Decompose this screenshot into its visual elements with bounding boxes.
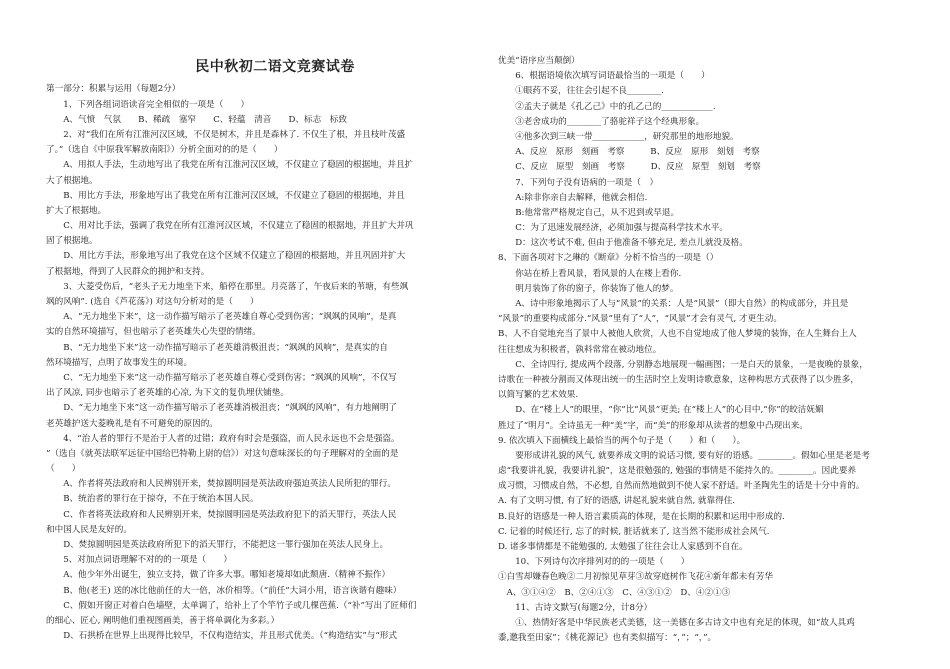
right-column-line: 8、下面各项对卞之琳的《断章》分析不恰当的一项是（）: [498, 253, 719, 264]
left-column-line: 大了根据地。: [46, 175, 98, 186]
left-column-line: A、作者将英法政府和人民辨别开来，焚掠圆明园是英法政府强迫英法人民所犯的罪行。: [46, 479, 396, 490]
left-column-line: ”（选自《就英法联军远征中国给巴特勒上尉的信》）对这句意味深长的句子理解对的全面的是: [46, 448, 399, 459]
right-column-line: ③老舍成功的________了骆驼祥子这个经典形象。: [498, 116, 705, 127]
left-column-line: C、假如开窗正对着白色墙壁，太单调了，给补上了个竿竹子或几棵芭蕉.（“补”写出了匠师们: [46, 600, 417, 611]
right-column-line: A. 有了文明习惯, 有了好的语感, 讲起礼貌来就自然, 就靠得住.: [498, 496, 736, 507]
left-column-line: D、用比方手法，形象地写出了我党在这个区域不仅建立了稳固的根据地，并且巩固并扩大: [46, 251, 406, 262]
right-column-line: D. 诸多事情都是不能勉强的, 太勉强了往往会让人家感到不自在。: [498, 542, 748, 552]
right-column-line: ②孟夫子就是《孔乙己》中的孔乙己的____________.: [498, 101, 716, 112]
left-column-line: C、“无力地坐下来”这一动作描写暗示了老英雄自尊心受到伤害；“飒飒的风响”，不仅写: [46, 372, 397, 383]
left-column-line: A、用拟人手法，生动地写出了我党在所有江淮河汉区域，不仅建立了稳固的根据地，并且扩: [46, 160, 414, 171]
left-column-line: 的细心、匠心, 阐明他们重视图画美，善于将单调化为多彩。）: [46, 615, 280, 626]
left-column-line: D、“无力地坐下来”这一动作描写暗示了老英雄消极沮丧；“飒飒的风响”，有力地阐明了: [46, 403, 398, 414]
right-column-line: 10、下列诗句次序排列对的的一项是（ ）: [498, 557, 690, 568]
left-column-line: 3、大菱受伤后，“老头子无力地坐下来，船停在那里。月亮落了，午夜后来的苇塘，有些飒: [46, 281, 409, 292]
right-column-line: B、人不自觉地充当了景中人被他人欣赏，人也不自觉地成了他人梦境的装饰，在人生舞台上人: [498, 329, 857, 340]
left-column-line: （ ）: [46, 464, 81, 475]
left-column-line: 固了根据地。: [46, 236, 98, 247]
right-column: [498, 54, 912, 646]
page-title: 民中秋初二语文竞赛试卷: [195, 59, 355, 75]
right-column-line: 6、根据语境依次填写词语最恰当的一项是（ ）: [498, 71, 710, 82]
right-column-line: B.良好的语感是一种人语言素质高的体现，是在长期的积累和运用中形成的.: [498, 511, 785, 522]
right-column-line: “风景”的重要构成部分.“风景”里有了“人”，“风景”才会有灵气, 才更生动。: [498, 314, 782, 325]
right-column-line: 诗歌在一种被分割而又体现出统一的生活时空上发明诗歌意象，这种构思方式获得了以少胜多，: [498, 374, 859, 385]
left-column-line: [46, 52, 466, 67]
left-column-line: 了根据地，得到了人民群众的拥护和支持。: [46, 266, 210, 277]
left-column-line: B、他(老王) 送的冰比他前任的大一倍，冰价相等。（“前任”大词小用，语言诙谐有趣味）: [46, 585, 402, 596]
left-column-line: A、气愤 气氛 B、稀疏 塞窄 C、轻蕴 清音 D、标志 标致: [46, 114, 347, 125]
right-column-line: 以简写繁的艺术效果.: [498, 390, 579, 401]
right-column-line: A、诗中形象地揭示了人与“风景”的关系：人是“风景”（即大自然）的构成部分，并且是: [498, 299, 849, 309]
left-column-line: 2、对“我们在所有江淮河汉区域，不仅是树木，并且是森林了. 不仅生了根，并且枝叶茂盛: [46, 129, 406, 140]
right-column-line: 虑“我要讲礼貌，我要讲礼貌”，这是很勉强的, 勉强的事情是不能持久的。________。因此要养: [498, 466, 857, 477]
right-column-line: D、在“楼上人”的眼里，“你”比“风景”更美; 在“楼上人”的心目中,“你”的皎洁妩媚: [498, 405, 824, 416]
left-column-line: A、他少年外出诞生，独立支持，做了许多大事。哪知老境却如此颓唐.（精神不振作）: [46, 570, 391, 581]
left-column-line: 和中国人民是友好的。: [46, 524, 132, 535]
left-column-line: 5、对加点词语理解不对的的一项是（ ）: [46, 555, 232, 566]
right-column-line: A、反应 原形 刻画 考察 B、反应 原形 刻划 考察: [498, 147, 760, 158]
left-column-line: D、石拱桥在世界上出现得比较早，不仅构造结实，并且形式优美。（“构造结实”与“形式: [46, 631, 397, 642]
right-column-line: 优美”语序应当颠倒）: [498, 56, 580, 66]
right-column-line: ①眼药不妥，往往会引起不良________.: [498, 86, 665, 97]
right-column-line: 往往想成为积极者，孰料常常在被动地位。: [498, 344, 662, 355]
right-column-line: ①白雪却嫌春色晚②二月初惊见草芽③故穿庭树作飞花④新年都未有芳华: [498, 572, 774, 583]
left-column-line: [46, 67, 466, 82]
left-column-line: 了。”（选自《中原我军解放南阳》）分析全面对的的是（ ）: [46, 145, 283, 156]
left-column-line: 扩大了根据地。: [46, 205, 107, 216]
left-column-line: B、用比方手法，形象地写出了我党在所有江淮河汉区域，不仅建立了稳固的根据地，并且: [46, 190, 405, 201]
right-column-line: 9. 依次填入下面横线上最恰当的两个句子是（ ）和（ ）。: [498, 435, 746, 446]
left-column-line: 4、“治人者的罪行不是治于人者的过错；政府有时会是强盗，而人民永远也不会是强盗。: [46, 433, 400, 444]
right-column-line: D：这次考试不难, 但由于他准备不够充足, 差点儿就没及格。: [498, 238, 748, 249]
left-column-line: B、“无力地坐下来”这一动作描写暗示了老英雄消极沮丧；“飒飒的风响”，是真实的自: [46, 342, 388, 353]
right-column-line: C、反应 原型 刻画 考察 D、反应 原型 刻划 考察: [498, 162, 761, 173]
left-column-line: D、焚掠圆明园是英法政府所犯下的滔天罪行，不能把这一罪行强加在英法人民身上。: [46, 540, 389, 550]
right-column-line: C、全诗四行, 提成两个段落, 分别静态地展现一幅画图；一是白天的景象，一是夜晚的景象，: [498, 359, 868, 370]
right-column-line: 成习惯，习惯成自然，不必想, 自然而然地做到不使人家不舒适。叶圣陶先生的话是十分中肯的。: [498, 481, 865, 492]
right-column-line: 胜过了“明月”。全诗虽无一种“美”字，而“美”的形象却从读者的想象中凸现出来。: [498, 420, 808, 431]
right-column-line: 要形成讲礼貌的风气, 就要养成文明的说话习惯, 要有好的语感。________。假如心里是老是考: [498, 450, 870, 461]
left-column-line: C、用对比手法，强调了我党在所有江淮河汉区域，不仅建立了稳固的根据地，并且扩大并巩: [46, 221, 414, 232]
left-column: [46, 52, 466, 644]
left-column-line: C、作者将英法政府和人民辨别开来，焚掠圆明园是英法政府犯下的滔天罪行，英法人民: [46, 509, 397, 520]
right-column-line: 你站在桥上看风景，看风景的人在楼上看你.: [498, 268, 682, 279]
right-column-line: 7、下列句子没有语病的一项是（ ）: [498, 177, 659, 188]
left-column-line: 出了风凉, 同步也暗示了老英雄的心凉, 为下文的复仇埋伏铺垫。: [46, 388, 289, 399]
left-column-line: 第一部分：积累与运用（每题2分）: [46, 84, 181, 95]
right-column-line: 11、古诗文默写(每题2分，计8分）: [498, 602, 653, 613]
left-column-line: A、“无力地坐下来”，这一动作描写暗示了老英雄自尊心受到伤害；“飒飒的风响”，是真: [46, 312, 397, 323]
right-column-line: ①、热情好客是中华民族老式美德，这一美德在多古诗文中也有充足的体现，如“故人具鸡: [498, 617, 855, 628]
right-column-line: A:除非你亲自去解释，他就会相信.: [498, 192, 648, 203]
left-column-line: 实的自然环境描写，但也暗示了老英雄失心失望的情绪。: [46, 327, 261, 338]
right-column-line: ④他多次到三峡一带____________，研究那里的地形地貌。: [498, 131, 739, 142]
right-column-line: 明月装饰了你的窗子，你装饰了他人的梦。: [498, 283, 679, 294]
left-column-line: 老英雄护送大菱晚礼是有不可避免的原因的。: [46, 418, 218, 429]
right-column-line: 黍,邀我至田家”；《桃花源记》也有类似描写：“，”；“，”。: [498, 633, 717, 644]
right-column-line: A、③①④② B、②④①③ C、④③①② D、④②①③: [498, 587, 731, 598]
left-column-line: 然环境描写，点明了故事发生的环境。: [46, 357, 193, 368]
left-column-line: 飒的风响”. (选自《芦花荡》) 对这句分析对的是（ ）: [46, 297, 259, 307]
left-column-line: B、统治者的罪行在于掠夺，不在于统治本国人民。: [46, 494, 259, 505]
left-column-line: 1、下列各组词语读音完全相似的一项是（ ）: [46, 99, 250, 110]
right-column-line: C. 记着的时候还行, 忘了的时候, 脏话就来了, 这当然不能形成社会风气.: [498, 526, 770, 537]
right-column-line: C：为了迅速发展经济，必须加强与提高科学技术水平。: [498, 223, 729, 234]
right-column-line: B:他常常严格规定自己，从不迟到或早退。: [498, 207, 680, 218]
